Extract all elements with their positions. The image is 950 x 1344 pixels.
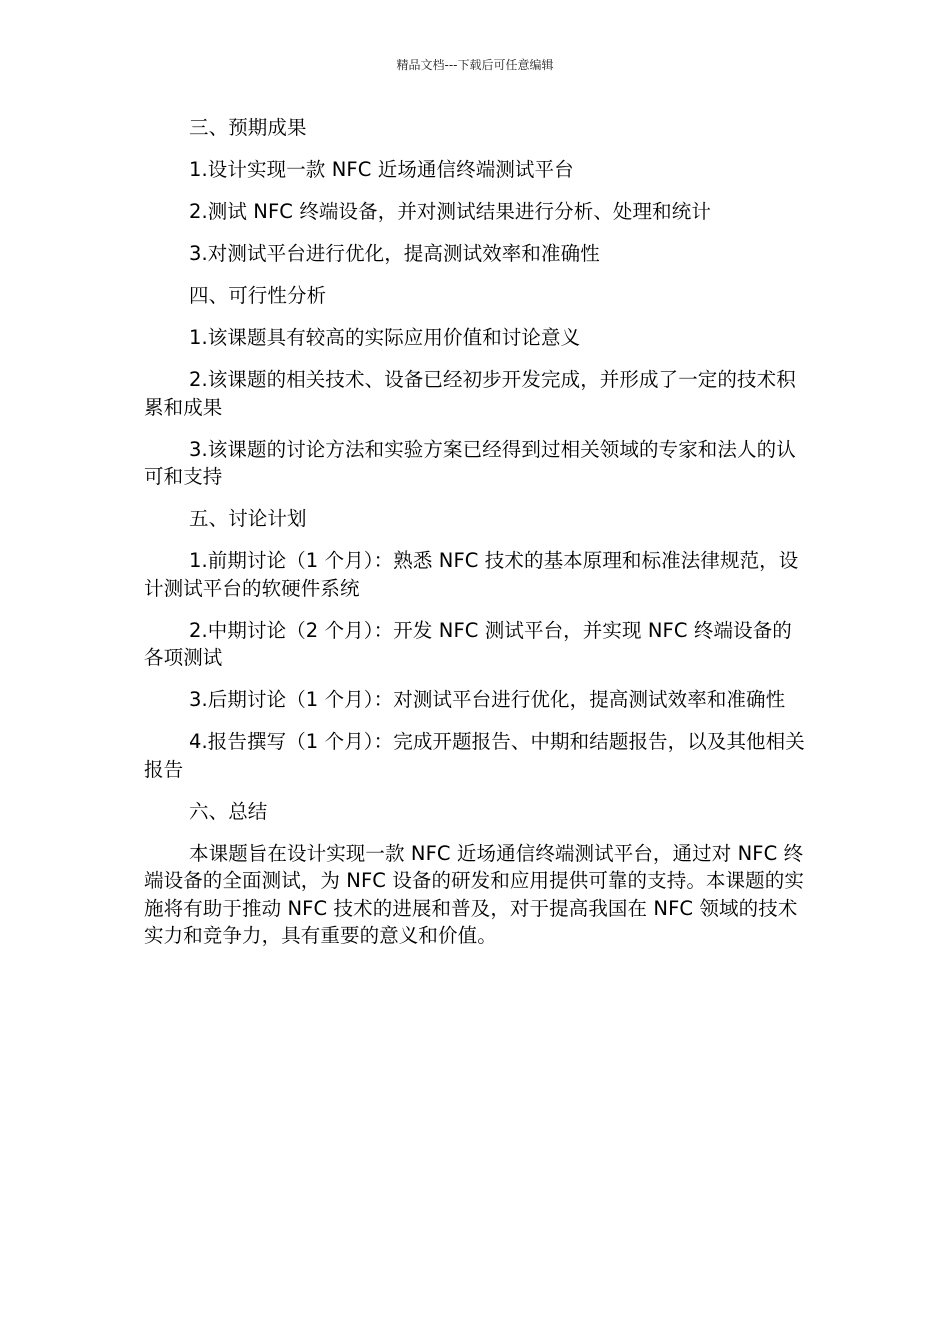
section-heading-feasibility: 四、可行性分析 (189, 284, 327, 307)
list-item: 1.设计实现一款 NFC 近场通信终端测试平台 (189, 158, 574, 181)
list-item: 2.中期讨论（2 个月）：开发 NFC 测试平台，并实现 NFC 终端设备的各项测试 (144, 618, 792, 669)
list-item: 2.测试 NFC 终端设备，并对测试结果进行分析、处理和统计 (189, 200, 711, 223)
summary-paragraph: 本课题旨在设计实现一款 NFC 近场通信终端测试平台，通过对 NFC 终端设备的全面测试，为 NFC 设备的研发和应用提供可靠的支持。本课题的实施将有助于推动 NFC 技术的进展和普及，对于提高我国在 NFC 领域的技术实力和竞争力，具有重要的意义和价值。 (144, 841, 804, 947)
document-body (144, 114, 808, 964)
section-heading-expected-results: 三、预期成果 (189, 116, 307, 139)
list-item: 3.后期讨论（1 个月）：对测试平台进行优化，提高测试效率和准确性 (189, 688, 786, 711)
section-heading-plan: 五、讨论计划 (189, 507, 307, 530)
list-item: 3.对测试平台进行优化，提高测试效率和准确性 (189, 242, 600, 265)
page-header: 精品文档---下载后可任意编辑 (396, 58, 554, 72)
section-heading-summary: 六、总结 (189, 799, 268, 823)
list-item: 2.该课题的相关技术、设备已经初步开发完成，并形成了一定的技术积累和成果 (144, 368, 796, 419)
list-item: 1.该课题具有较高的实际应用价值和讨论意义 (189, 326, 581, 349)
list-item: 3.该课题的讨论方法和实验方案已经得到过相关领域的专家和法人的认可和支持 (144, 437, 796, 488)
list-item: 1.前期讨论（1 个月）：熟悉 NFC 技术的基本原理和标准法律规范，设计测试平台的软硬件系统 (144, 549, 799, 600)
list-item: 4.报告撰写（1 个月）：完成开题报告、中期和结题报告，以及其他相关报告 (144, 730, 805, 781)
